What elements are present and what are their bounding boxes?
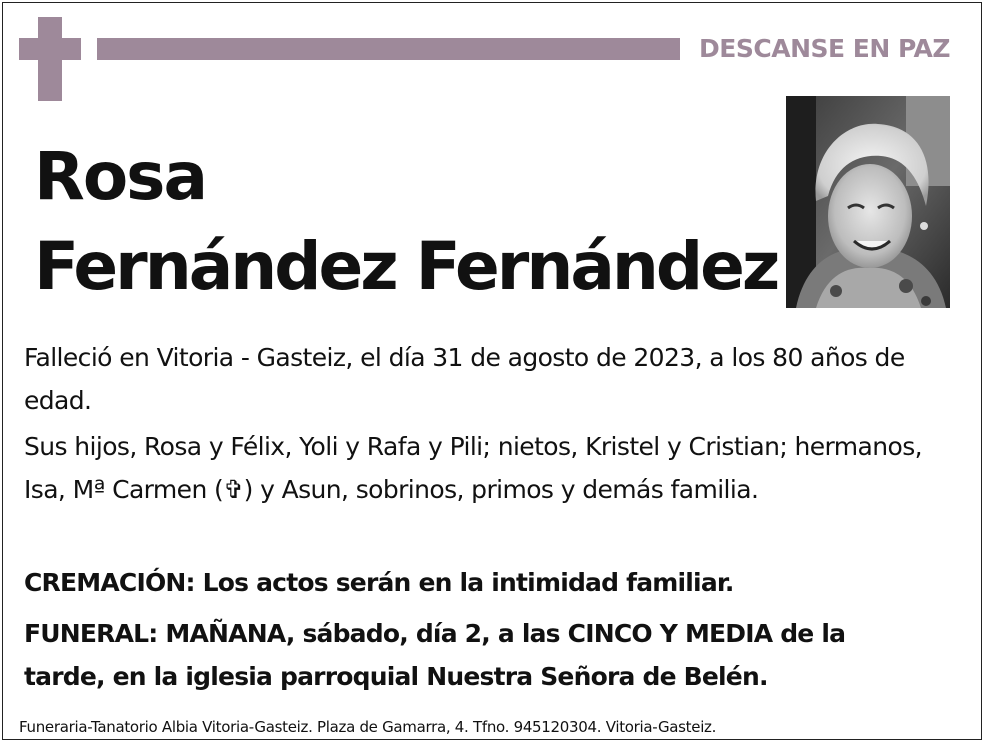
family-text-before-cross: Sus hijos, Rosa y Félix, Yoli y Rafa y Pili; nietos, Kristel y Cristian; hermanos, Isa, Mª Carmen ( <box>24 432 922 504</box>
funeral-home-footer: Funeraria-Tanatorio Albia Vitoria-Gasteiz. Plaza de Gamarra, 4. Tfno. 945120304. Vitoria-Gasteiz. <box>19 718 717 736</box>
family-paragraph <box>24 425 924 511</box>
portrait-illustration <box>786 96 950 308</box>
deceased-cross-icon: ✞ <box>223 475 244 504</box>
funeral-paragraph: FUNERAL: MAÑANA, sábado, día 2, a las CINCO Y MEDIA de la tarde, en la iglesia parroquial Nuestra Señora de Belén. <box>24 619 846 691</box>
header-label: DESCANSE EN PAZ <box>699 34 950 63</box>
family-text-after-cross: ) y Asun, sobrinos, primos y demás familia. <box>243 475 759 504</box>
deceased-surnames: Fernández Fernández <box>34 228 778 305</box>
deceased-first-name: Rosa <box>34 138 206 215</box>
death-notice-paragraph: Falleció en Vitoria - Gasteiz, el día 31 de agosto de 2023, a los 80 años de edad. <box>24 343 905 415</box>
cross-icon-horizontal <box>19 38 81 60</box>
cremation-paragraph: CREMACIÓN: Los actos serán en la intimidad familiar. <box>24 568 734 597</box>
portrait-photo <box>786 96 950 308</box>
header-rule <box>97 38 680 60</box>
